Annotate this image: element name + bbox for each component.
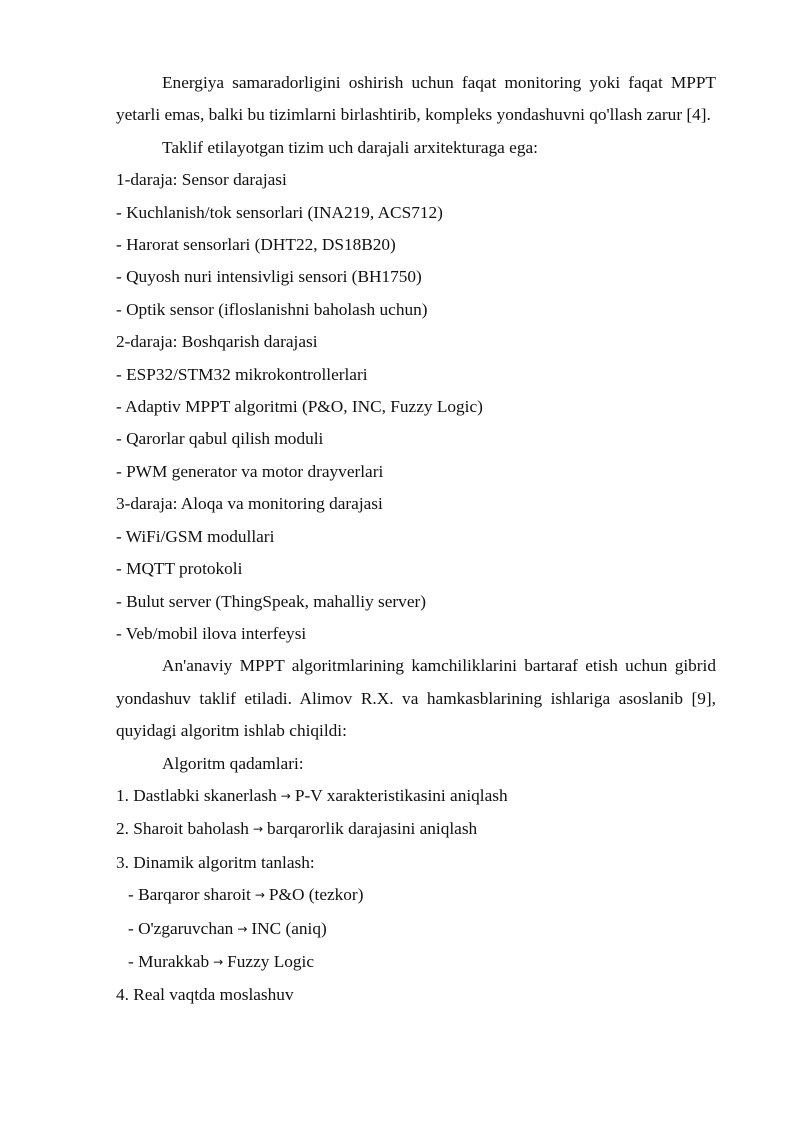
- level-1-item: - Harorat sensorlari (DHT22, DS18B20): [116, 235, 396, 255]
- option-result: P&O (tezkor): [268, 885, 364, 905]
- level-2-item: - ESP32/STM32 mikrokontrollerlari: [116, 364, 368, 384]
- document-page: [116, 67, 716, 1012]
- option-result: INC (aniq): [251, 918, 327, 938]
- intro-paragraph: Energiya samaradorligini oshirish uchun faqat monitoring yoki faqat MPPT yetarli emas, balki bu tizimlarni birlashtirib, kompleks yondashuvni qo'llash zarur [4].: [116, 73, 716, 125]
- option-label: - O'zgaruvchan: [128, 918, 234, 938]
- step-1-result: P-V xarakteristikasini aniqlash: [294, 785, 508, 805]
- right-arrow-icon: →: [254, 888, 265, 903]
- level-2-item: - PWM generator va motor drayverlari: [116, 461, 384, 481]
- level-1-item: - Quyosh nuri intensivligi sensori (BH1750): [116, 267, 422, 287]
- option-label: - Barqaror sharoit: [128, 885, 251, 905]
- level-3-title: 3-daraja: Aloqa va monitoring darajasi: [116, 494, 383, 514]
- right-arrow-icon: →: [237, 921, 248, 936]
- level-1-title: 1-daraja: Sensor darajasi: [116, 170, 287, 190]
- step-3-option: [116, 879, 716, 912]
- level-3-item: - Veb/mobil ilova interfeysi: [116, 623, 307, 643]
- right-arrow-icon: →: [213, 954, 224, 969]
- right-arrow-icon: →: [252, 822, 264, 837]
- step-3: 3. Dinamik algoritm tanlash:: [116, 852, 315, 872]
- steps-heading: Algoritm qadamlari:: [162, 753, 304, 773]
- level-3-item: - MQTT protokoli: [116, 559, 243, 579]
- step-1-label: 1. Dastlabki skanerlash: [116, 785, 277, 805]
- option-result: Fuzzy Logic: [227, 951, 315, 971]
- step-3-option: [116, 946, 716, 979]
- step-3-option: [116, 913, 716, 946]
- step-1: [116, 780, 716, 813]
- step-2-result: barqarorlik darajasini aniqlash: [267, 819, 478, 839]
- option-label: - Murakkab: [128, 951, 210, 971]
- level-1-item: - Optik sensor (ifloslanishni baholash uchun): [116, 299, 428, 319]
- step-4: 4. Real vaqtda moslashuv: [116, 985, 294, 1005]
- right-arrow-icon: →: [280, 788, 291, 803]
- hybrid-paragraph: An'anaviy MPPT algoritmlarining kamchiliklarini bartaraf etish uchun gibrid yondashuv taklif etiladi. Alimov R.X. va hamkasblarining ishlariga asoslanib [9], quyidagi algoritm ishlab chiqildi:: [116, 656, 716, 741]
- step-2: [116, 813, 716, 846]
- level-3-item: - WiFi/GSM modullari: [116, 526, 275, 546]
- level-2-title: 2-daraja: Boshqarish darajasi: [116, 332, 318, 352]
- architecture-intro: Taklif etilayotgan tizim uch darajali arxitekturaga ega:: [162, 137, 538, 157]
- step-2-label: 2. Sharoit baholash: [116, 819, 249, 839]
- level-2-item: - Adaptiv MPPT algoritmi (P&O, INC, Fuzzy Logic): [116, 397, 483, 417]
- level-2-item: - Qarorlar qabul qilish moduli: [116, 429, 324, 449]
- level-3-item: - Bulut server (ThingSpeak, mahalliy server): [116, 591, 427, 611]
- level-1-item: - Kuchlanish/tok sensorlari (INA219, ACS712): [116, 202, 443, 222]
